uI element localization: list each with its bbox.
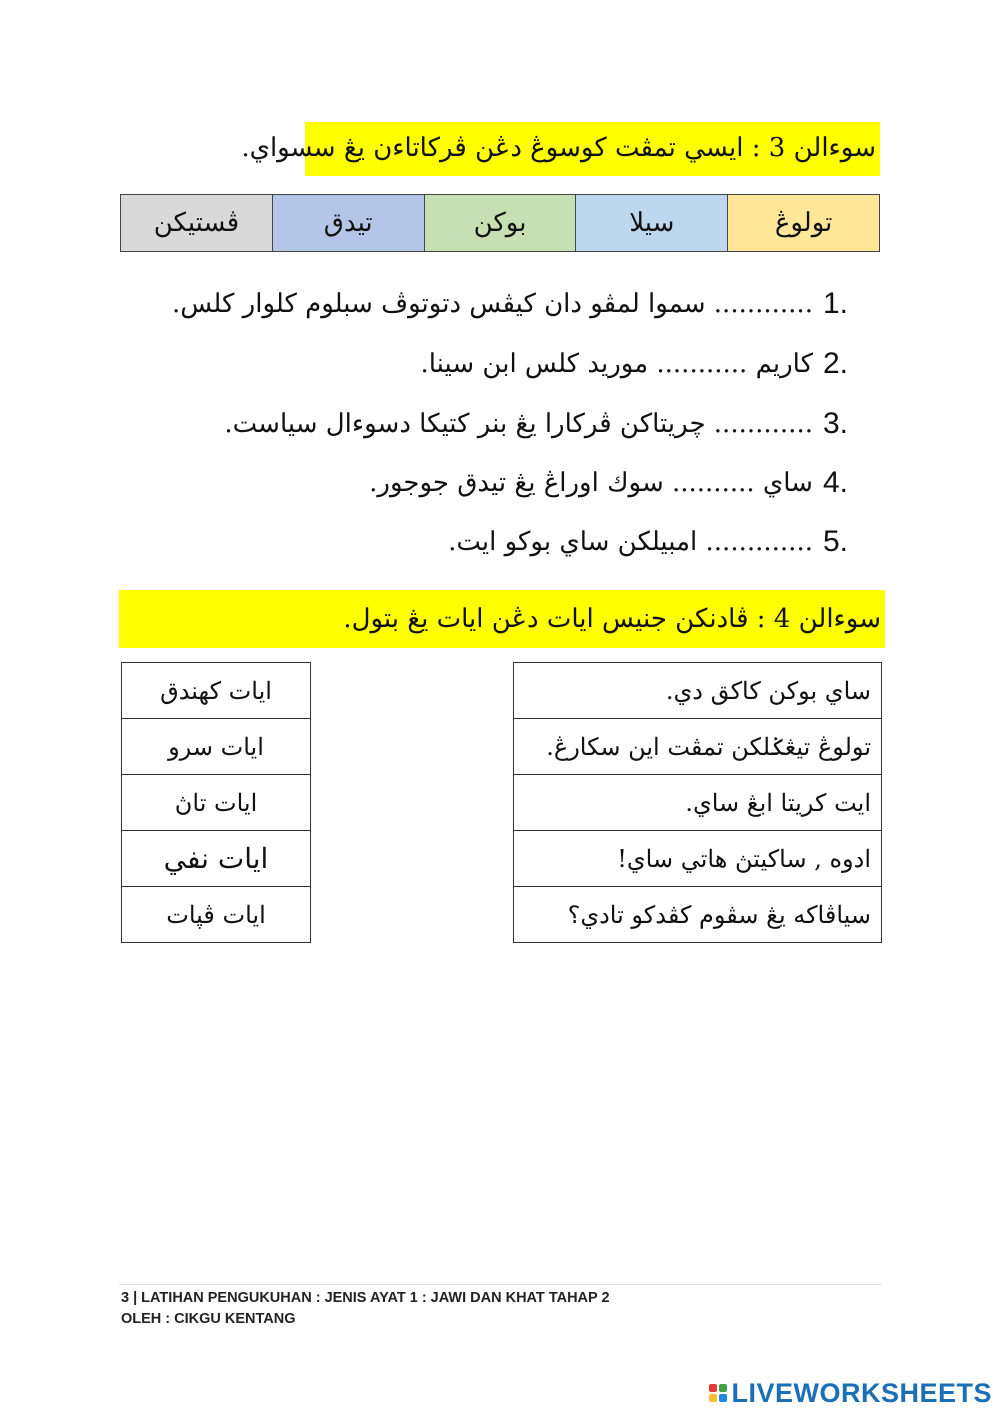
question-text: ............. امبيلكن ساي بوكو ايت. (448, 527, 813, 557)
logo-square (709, 1384, 717, 1392)
word-bank-cell[interactable]: تيدق (272, 195, 424, 251)
sentence-cell[interactable]: سياڤاكه يڠ سڤوم كڤدكو تادي؟ (514, 887, 882, 943)
question-number: 2. (822, 347, 848, 380)
question-item[interactable] (420, 341, 848, 387)
sentence-cell[interactable]: تولوڠ تيڠݢلكن تمڤت اين سكارڠ. (514, 719, 882, 775)
question-3-title: سوءالن 3 : ايسي تمڤت كوسوڠ دڠن ڤركاتاءن يڠ سسواي. (305, 122, 880, 176)
sentence-type-cell[interactable]: ايات تاڽ (122, 775, 311, 831)
sentence-type-cell[interactable]: ايات سرو (122, 719, 311, 775)
sentence-type-cell[interactable]: ايات كهندق (122, 663, 311, 719)
liveworksheets-mark-icon (709, 1384, 727, 1402)
word-bank-cell[interactable]: بوكن (424, 195, 576, 251)
question-4-title: سوءالن 4 : ڤادنكن جنيس ايات دڠن ايات يڠ بتول. (119, 590, 885, 648)
question-item[interactable] (448, 519, 848, 565)
sentence-type-cell[interactable]: ايات نفي (122, 831, 311, 887)
logo-square (719, 1394, 727, 1402)
footer-line-2: OLEH : CIKGU KENTANG (121, 1311, 296, 1327)
sentences-table (513, 662, 882, 943)
word-bank-cell[interactable]: سيلا (575, 195, 727, 251)
question-item[interactable] (224, 401, 848, 447)
word-bank-cell[interactable]: ڤستيكن (121, 195, 272, 251)
question-item[interactable] (172, 281, 848, 327)
question-number: 5. (822, 525, 848, 558)
footer-line-1: 3 | LATIHAN PENGUKUHAN : JENIS AYAT 1 : JAWI DAN KHAT TAHAP 2 (121, 1290, 610, 1306)
liveworksheets-logo[interactable] (709, 1378, 992, 1408)
sentence-types-table (121, 662, 311, 943)
question-item[interactable] (369, 460, 848, 506)
question-text: ............ سموا لمڤو دان كيڤس دتوتوڤ سبلوم كلوار كلس. (172, 289, 813, 319)
footer-divider (119, 1284, 882, 1285)
sentence-cell[interactable]: ادوه , ساكيتڽ هاتي ساي! (514, 831, 882, 887)
question-number: 4. (822, 466, 848, 499)
word-bank (120, 194, 880, 252)
word-bank-cell[interactable]: تولوڠ (727, 195, 879, 251)
sentence-cell[interactable]: ايت كريتا ابڠ ساي. (514, 775, 882, 831)
question-number: 1. (822, 287, 848, 320)
question-text: ............ چريتاكن ڤركارا يڠ بنر كتيكا دسوءال سياست. (224, 409, 813, 439)
question-text: كاريم ........... موريد كلس ابن سينا. (420, 349, 813, 379)
sentence-cell[interactable]: ساي بوكن كاكق دي. (514, 663, 882, 719)
logo-square (719, 1384, 727, 1392)
question-number: 3. (822, 407, 848, 440)
logo-square (709, 1394, 717, 1402)
liveworksheets-wordmark: LIVEWORKSHEETS (731, 1377, 992, 1408)
sentence-type-cell[interactable]: ايات ڤڽات (122, 887, 311, 943)
question-text: ساي .......... سوك اوراڠ يڠ تيدق جوجور. (369, 468, 813, 498)
